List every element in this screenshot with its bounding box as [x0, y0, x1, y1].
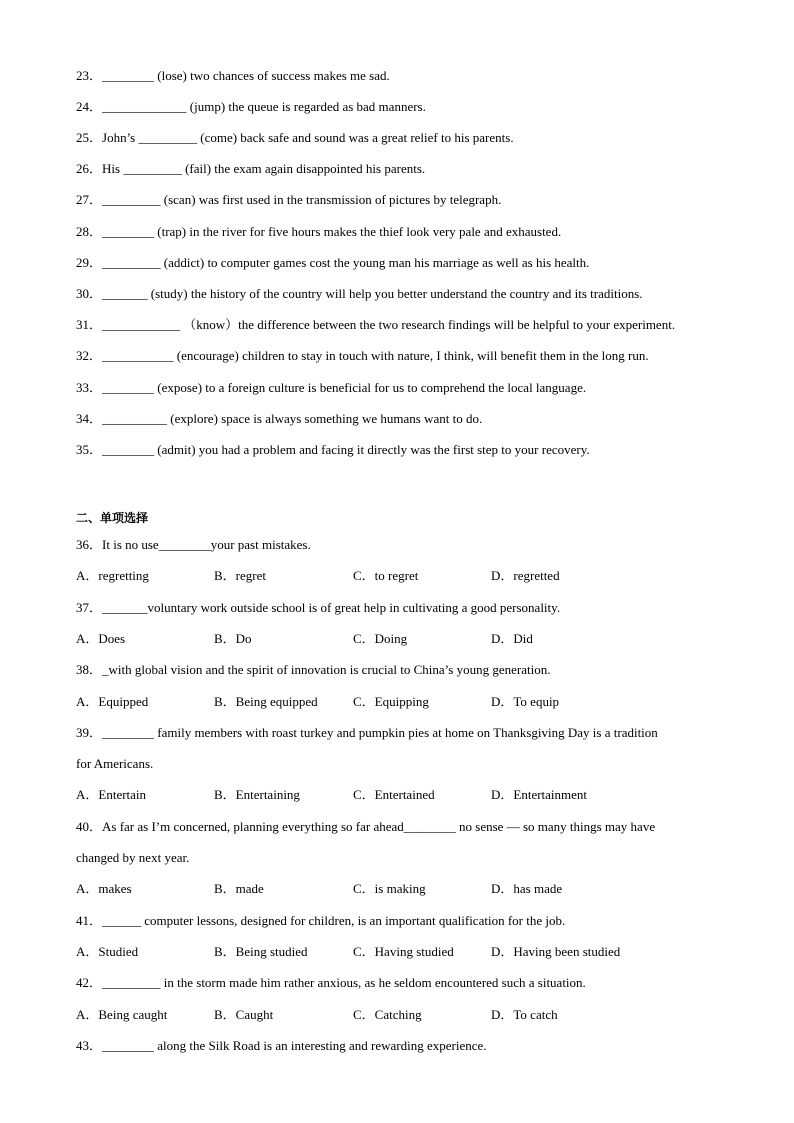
answer-blank: ________: [102, 442, 155, 457]
question-text: for Americans.: [76, 756, 154, 772]
question-number: 38．: [76, 662, 103, 678]
answer-option: A．makes: [76, 881, 132, 897]
answer-blank: _______: [102, 286, 148, 301]
section-title: 二、单项选择: [76, 511, 149, 525]
question-text: It is no use________your past mistakes.: [102, 537, 311, 552]
answer-option: B．Caught: [214, 1006, 274, 1022]
question-text: (come) back safe and sound was a great relief to his parents.: [197, 130, 514, 145]
question-line: [76, 1038, 754, 1054]
question-number: 37．: [76, 599, 103, 615]
answer-blank: ____________: [102, 317, 181, 332]
question-number: 39．: [76, 724, 103, 740]
answer-option: A．Being caught: [76, 1006, 168, 1022]
question-line: [76, 192, 754, 208]
question-text: _with global vision and the spirit of innovation is crucial to China’s young generation.: [102, 662, 551, 678]
question-text: ________ family members with roast turkey and pumpkin pies at home on Thanksgiving Day is a tradition: [102, 724, 658, 740]
answer-blank: _________: [102, 255, 161, 270]
question-line: [76, 380, 754, 396]
question-text: (study) the history of the country will help you better understand the country and its traditions.: [147, 286, 643, 301]
question-text: _______voluntary work outside school is of great help in cultivating a good personality.: [102, 599, 561, 615]
question-number: 29．: [76, 255, 103, 270]
question-number: 42．: [76, 975, 103, 991]
answer-option: D．has made: [491, 881, 563, 897]
question-text: (fail) the exam again disappointed his parents.: [181, 161, 426, 176]
question-number: 35．: [76, 442, 103, 457]
question-text: As far as I’m concerned, planning everything so far ahead________ no sense — so many things may have: [102, 818, 656, 834]
answer-option: C．Doing: [353, 630, 408, 646]
question-number: 24．: [76, 99, 103, 114]
question-number: 26．: [76, 161, 103, 176]
answer-option: D．Entertainment: [491, 787, 588, 803]
question-line: [76, 161, 754, 177]
question-text: (expose) to a foreign culture is beneficial for us to comprehend the local language.: [154, 380, 587, 395]
question-continuation: [76, 756, 754, 772]
question-number: 28．: [76, 224, 103, 239]
question-line: [76, 600, 754, 616]
answer-option: C．Catching: [353, 1006, 422, 1022]
question-text: (encourage) children to stay in touch with nature, I think, will benefit them in the long run.: [173, 348, 649, 363]
answer-option: A．regretting: [76, 568, 149, 584]
question-number: 41．: [76, 912, 103, 928]
question-line: [76, 411, 754, 427]
answer-option: A．Entertain: [76, 787, 147, 803]
answer-option: D．Did: [491, 630, 533, 646]
answer-option: B．Being studied: [214, 943, 308, 959]
question-line: [76, 255, 754, 271]
question-line: [76, 442, 754, 458]
answer-option: C．is making: [353, 881, 426, 897]
question-text: (explore) space is always something we humans want to do.: [167, 411, 483, 426]
answer-option: A．Does: [76, 630, 126, 646]
question-number: 32．: [76, 348, 103, 363]
question-line: [76, 725, 754, 741]
question-number: 33．: [76, 380, 103, 395]
question-line: [76, 99, 754, 115]
question-text: _________ in the storm made him rather anxious, as he seldom encountered such a situation.: [102, 975, 586, 991]
question-line: [76, 537, 754, 553]
question-line: [76, 348, 754, 364]
answer-blank: ________: [102, 224, 155, 239]
question-continuation: [76, 850, 754, 866]
question-number: 34．: [76, 411, 103, 426]
answer-option: B．Being equipped: [214, 693, 318, 709]
question-text: (lose) two chances of success makes me sad.: [154, 68, 390, 83]
answer-option: B．made: [214, 881, 264, 897]
question-text: (trap) in the river for five hours makes the thief look very pale and exhausted.: [154, 224, 562, 239]
question-line: [76, 68, 754, 84]
answer-blank: _____________: [102, 99, 187, 114]
question-text: （know）the difference between the two research findings will be helpful to your experiment.: [180, 317, 676, 332]
answer-option: A．Equipped: [76, 693, 149, 709]
question-number: 23．: [76, 68, 103, 83]
answer-blank: ________: [102, 68, 155, 83]
answer-option: B．regret: [214, 568, 266, 584]
answer-option: B．Do: [214, 630, 252, 646]
answer-option: D．To equip: [491, 693, 560, 709]
question-number: 25．: [76, 130, 103, 145]
question-prefix: His: [102, 161, 124, 176]
answer-option: C．to regret: [353, 568, 419, 584]
question-text: changed by next year.: [76, 850, 190, 865]
question-text: (admit) you had a problem and facing it directly was the first step to your recovery.: [154, 442, 590, 457]
answer-option: C．Entertained: [353, 787, 435, 803]
answer-option: D．Having been studied: [491, 943, 621, 959]
question-line: [76, 224, 754, 240]
question-line: [76, 913, 754, 929]
question-line: [76, 130, 754, 146]
answer-blank: __________: [102, 411, 168, 426]
answer-blank: _________: [123, 161, 182, 176]
question-line: [76, 975, 754, 991]
answer-option: D．regretted: [491, 568, 560, 584]
question-number: 43．: [76, 1037, 103, 1053]
question-number: 27．: [76, 192, 103, 207]
answer-option: B．Entertaining: [214, 787, 300, 803]
question-line: [76, 286, 754, 302]
question-text: (scan) was first used in the transmission of pictures by telegraph.: [160, 192, 502, 207]
answer-blank: ___________: [102, 348, 174, 363]
question-text: ______ computer lessons, designed for children, is an important qualification for the job.: [102, 912, 566, 928]
question-line: [76, 317, 754, 333]
answer-blank: _________: [138, 130, 197, 145]
question-number: 30．: [76, 286, 103, 301]
question-text: ________ along the Silk Road is an interesting and rewarding experience.: [102, 1037, 487, 1053]
question-text: (addict) to computer games cost the young man his marriage as well as his health.: [160, 255, 590, 270]
answer-option: C．Equipping: [353, 693, 429, 709]
question-number: 36．: [76, 537, 103, 552]
question-line: [76, 819, 754, 835]
answer-option: D．To catch: [491, 1006, 558, 1022]
answer-blank: ________: [102, 380, 155, 395]
question-number: 31．: [76, 317, 103, 332]
question-line: [76, 662, 754, 678]
question-number: 40．: [76, 818, 103, 834]
answer-option: A．Studied: [76, 943, 139, 959]
question-prefix: John’s: [102, 130, 139, 145]
answer-blank: _________: [102, 192, 161, 207]
answer-option: C．Having studied: [353, 943, 454, 959]
question-text: (jump) the queue is regarded as bad manners.: [186, 99, 426, 114]
